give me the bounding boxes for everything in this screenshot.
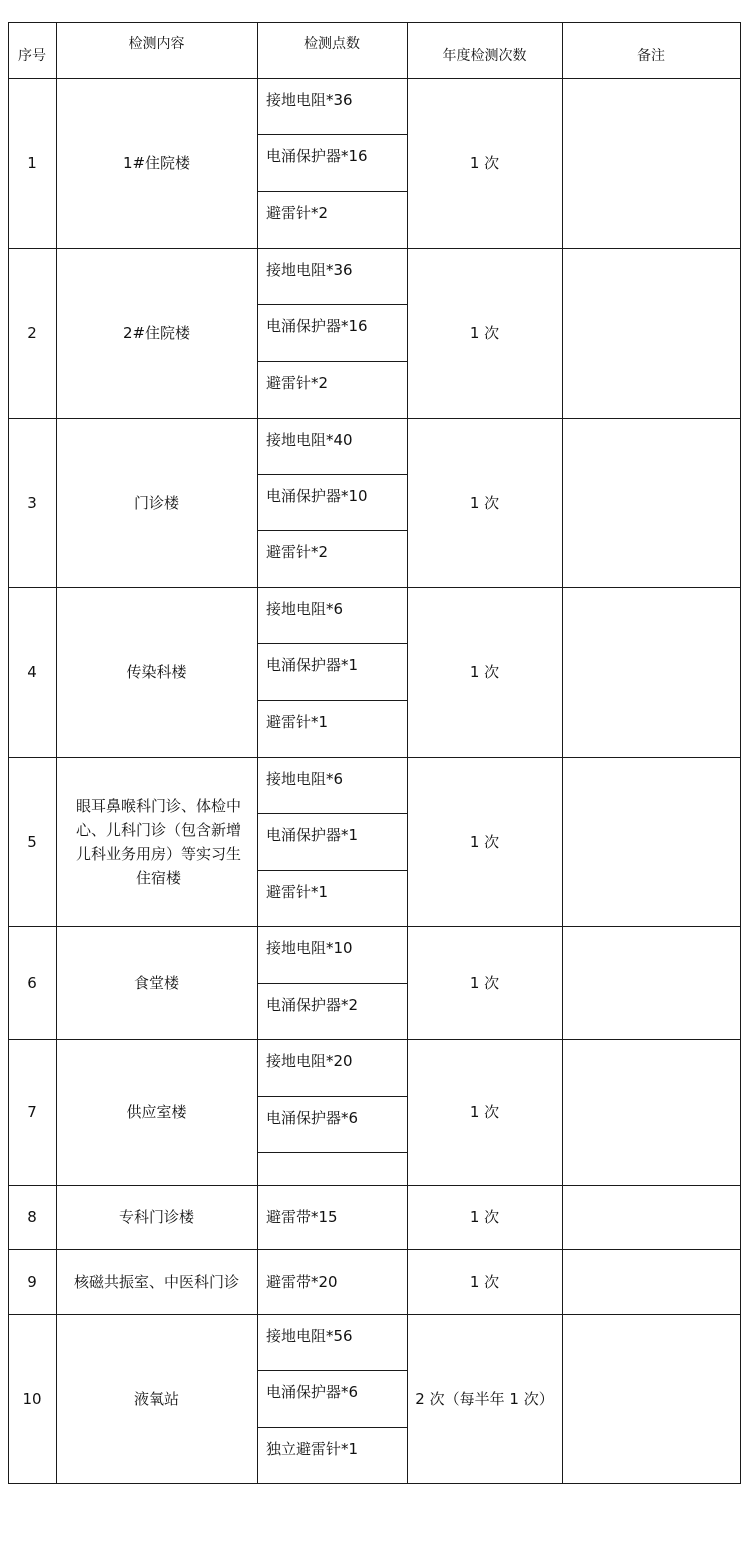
- sub-row-border: [257, 474, 407, 475]
- sub-row-border: [257, 191, 407, 192]
- row-content: 1#住院楼: [122, 154, 191, 172]
- row-frequency: 1 次: [469, 1208, 500, 1226]
- row-content: 液氧站: [133, 1389, 179, 1408]
- row-frequency: 1 次: [469, 1272, 500, 1291]
- row-content: 核磁共振室、中医科门诊: [73, 1272, 239, 1291]
- row-border: [8, 926, 741, 927]
- row-number: 6: [27, 973, 37, 992]
- column-border: [740, 22, 741, 1484]
- sub-row-border: [257, 1427, 407, 1428]
- detection-point: 电涌保护器*6: [266, 1383, 359, 1401]
- row-frequency: 1 次: [469, 1103, 500, 1121]
- detection-point: 电涌保护器*16: [266, 317, 368, 335]
- row-border: [8, 1249, 741, 1250]
- header-remarks: 备注: [637, 48, 665, 64]
- detection-point: 电涌保护器*16: [266, 147, 368, 165]
- detection-point: 电涌保护器*10: [266, 487, 368, 505]
- header-no: 序号: [18, 48, 46, 64]
- header-frequency: 年度检测次数: [442, 48, 527, 64]
- column-border: [56, 22, 57, 1484]
- row-border: [8, 248, 741, 249]
- row-frequency: 1 次: [469, 973, 500, 992]
- row-border: [8, 1483, 741, 1484]
- sub-row-border: [257, 700, 407, 701]
- sub-row-border: [257, 304, 407, 305]
- row-number: 4: [27, 663, 37, 681]
- detection-point: 接地电阻*36: [266, 261, 353, 279]
- row-frequency: 1 次: [469, 324, 500, 342]
- detection-point: 避雷针*2: [266, 543, 329, 561]
- sub-row-border: [257, 983, 407, 984]
- row-content: 眼耳鼻喉科门诊、体检中心、儿科门诊（包含新增儿科业务用房）等实习生住宿楼: [75, 796, 241, 887]
- detection-point: 电涌保护器*2: [266, 996, 359, 1014]
- detection-point: 独立避雷针*1: [266, 1440, 359, 1458]
- sub-row-border: [257, 361, 407, 362]
- row-content: 食堂楼: [133, 973, 179, 992]
- sub-row-border: [257, 643, 407, 644]
- sub-row-border: [257, 870, 407, 871]
- header-points: 检测点数: [304, 36, 360, 52]
- sub-row-border: [257, 813, 407, 814]
- detection-point: 避雷针*1: [266, 883, 329, 901]
- sub-row-border: [257, 134, 407, 135]
- column-border: [8, 22, 9, 1484]
- sub-row-border: [257, 1152, 407, 1153]
- row-frequency: 1 次: [469, 154, 500, 172]
- row-content: 2#住院楼: [122, 324, 191, 342]
- header-content: 检测内容: [128, 36, 185, 52]
- row-number: 10: [22, 1389, 42, 1408]
- detection-point: 电涌保护器*1: [266, 656, 359, 674]
- detection-point: 接地电阻*40: [266, 431, 353, 449]
- row-number: 9: [27, 1272, 37, 1291]
- column-border: [562, 22, 563, 1484]
- detection-point: 电涌保护器*1: [266, 826, 359, 844]
- column-border: [257, 22, 258, 1484]
- row-frequency: 1 次: [469, 663, 500, 681]
- detection-point: 接地电阻*10: [266, 939, 353, 957]
- sub-row-border: [257, 530, 407, 531]
- row-number: 5: [27, 832, 37, 851]
- detection-point: 避雷针*2: [266, 204, 329, 222]
- column-border: [407, 22, 408, 1484]
- detection-point: 避雷带*15: [266, 1208, 338, 1226]
- detection-point: 接地电阻*6: [266, 770, 344, 788]
- row-frequency: 1 次: [469, 493, 500, 512]
- row-frequency: 1 次: [469, 832, 500, 851]
- row-border: [8, 1039, 741, 1040]
- table-top-border: [8, 22, 741, 23]
- row-border: [8, 587, 741, 588]
- header-bottom-border: [8, 78, 741, 79]
- row-number: 8: [27, 1208, 37, 1226]
- row-number: 7: [27, 1103, 37, 1121]
- detection-point: 避雷带*20: [266, 1272, 338, 1291]
- row-number: 3: [27, 493, 37, 512]
- detection-point: 接地电阻*56: [266, 1327, 353, 1345]
- row-content: 门诊楼: [133, 493, 179, 512]
- sub-row-border: [257, 1096, 407, 1097]
- sub-row-border: [257, 1370, 407, 1371]
- row-frequency: 2 次（每半年 1 次）: [415, 1389, 554, 1408]
- detection-point: 接地电阻*36: [266, 91, 353, 109]
- detection-point: 接地电阻*6: [266, 600, 344, 618]
- row-border: [8, 1185, 741, 1186]
- detection-point: 避雷针*1: [266, 713, 329, 731]
- row-number: 1: [27, 154, 37, 172]
- row-border: [8, 1314, 741, 1315]
- row-border: [8, 757, 741, 758]
- detection-point: 电涌保护器*6: [266, 1109, 359, 1127]
- detection-point: 接地电阻*20: [266, 1052, 353, 1070]
- row-content: 传染科楼: [126, 663, 187, 681]
- row-border: [8, 418, 741, 419]
- row-content: 专科门诊楼: [118, 1208, 194, 1226]
- row-number: 2: [27, 324, 37, 342]
- row-content: 供应室楼: [126, 1103, 187, 1121]
- detection-point: 避雷针*2: [266, 374, 329, 392]
